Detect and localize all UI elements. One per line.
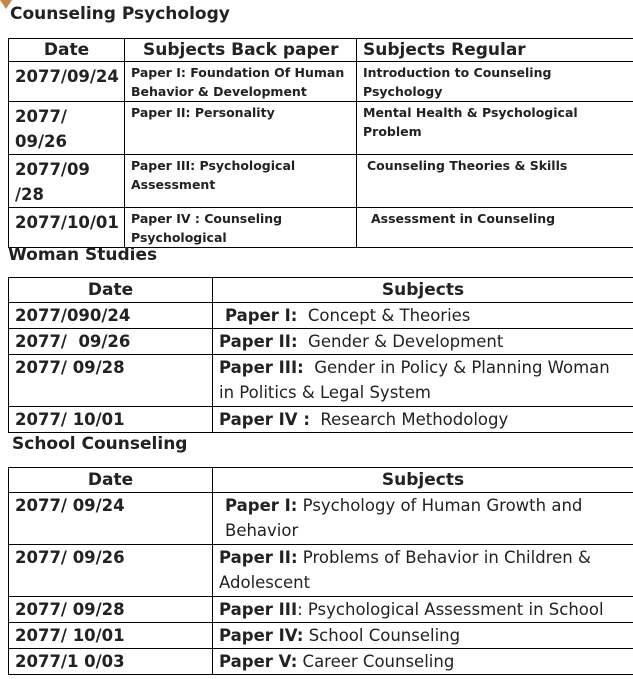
row-date: 2077/ 10/01: [9, 407, 213, 433]
paper-label: Paper II:: [219, 332, 298, 351]
woman-studies-table: [8, 277, 633, 433]
header-regular: Subjects Regular: [357, 39, 633, 62]
row-subject: [213, 407, 633, 433]
paper-label: Paper III: [219, 600, 298, 619]
table-row: [9, 155, 633, 208]
header-date: Date: [9, 278, 213, 303]
section-title-school-counseling: School Counseling: [12, 434, 188, 454]
row-date: 2077/09/24: [9, 62, 125, 102]
row-subject: [213, 623, 633, 649]
row-subject: [213, 303, 633, 329]
subject-text: Career Counseling: [302, 652, 455, 671]
paper-label: Paper IV:: [219, 626, 304, 645]
row-date: 2077/ 09/28: [9, 597, 213, 623]
subject-text: Psychology of Human Growth and Behavior: [225, 496, 583, 540]
row-date: 2077/ 09/26: [9, 545, 213, 597]
table-row: [9, 407, 633, 433]
table-row: [9, 329, 633, 355]
subject-text: Gender in Policy & Planning Woman in Politics & Legal System: [219, 358, 610, 402]
table-row: [9, 208, 633, 248]
row-regular: Mental Health & Psychological Problem: [357, 102, 633, 155]
subject-text: : Psychological Assessment in School: [297, 600, 604, 619]
row-back-paper: Paper IV : Counseling Psychological: [125, 208, 357, 248]
row-back-paper: Paper III: Psychological Assessment: [125, 155, 357, 208]
row-date: 2077/10/01: [9, 208, 125, 248]
table-row: [9, 62, 633, 102]
row-subject: [213, 597, 633, 623]
row-subject: [213, 649, 633, 675]
subject-text: Gender & Development: [308, 332, 504, 351]
header-subjects: Subjects: [213, 278, 633, 303]
row-date: 2077/090/24: [9, 303, 213, 329]
row-date: 2077/ 09/28: [9, 355, 213, 407]
row-subject: [213, 329, 633, 355]
row-date: 2077/ 10/01: [9, 623, 213, 649]
table-header-row: [9, 39, 633, 62]
header-date: Date: [9, 39, 125, 62]
table-row: [9, 102, 633, 155]
table-row: [9, 545, 633, 597]
counseling-psychology-table: [8, 38, 633, 248]
row-subject: [213, 493, 633, 545]
row-regular: Counseling Theories & Skills: [357, 155, 633, 208]
paper-label: Paper II:: [219, 548, 298, 567]
table-header-row: [9, 278, 633, 303]
row-subject: [213, 545, 633, 597]
subject-text: Research Methodology: [320, 410, 509, 429]
table-row: [9, 597, 633, 623]
subject-text: Concept & Theories: [307, 306, 471, 325]
section-title-counseling-psychology: Counseling Psychology: [10, 4, 230, 24]
row-date: 2077/ 09/24: [9, 493, 213, 545]
table-header-row: [9, 468, 633, 493]
table-row: [9, 303, 633, 329]
row-date: 2077/09 /28: [9, 155, 125, 208]
header-back-paper: Subjects Back paper: [125, 39, 357, 62]
section-title-woman-studies: Woman Studies: [8, 245, 158, 265]
paper-label: Paper I:: [225, 306, 298, 325]
table-row: [9, 649, 633, 675]
paper-label: Paper I:: [225, 496, 298, 515]
row-date: 2077/1 0/03: [9, 649, 213, 675]
table-row: [9, 623, 633, 649]
header-date: Date: [9, 468, 213, 493]
row-regular: Introduction to Counseling Psychology: [357, 62, 633, 102]
row-back-paper: Paper II: Personality: [125, 102, 357, 155]
table-row: [9, 493, 633, 545]
school-counseling-table: [8, 467, 633, 675]
header-subjects: Subjects: [213, 468, 633, 493]
paper-label: Paper V:: [219, 652, 298, 671]
row-date: 2077/ 09/26: [9, 102, 125, 155]
row-regular: Assessment in Counseling: [357, 208, 633, 248]
row-back-paper: Paper I: Foundation Of Human Behavior & Development: [125, 62, 357, 102]
subject-text: Problems of Behavior in Children & Adolescent: [219, 548, 591, 592]
table-row: [9, 355, 633, 407]
row-subject: [213, 355, 633, 407]
paper-label: Paper III:: [219, 358, 304, 377]
paper-label: Paper IV :: [219, 410, 310, 429]
subject-text: School Counseling: [308, 626, 461, 645]
row-date: 2077/ 09/26: [9, 329, 213, 355]
